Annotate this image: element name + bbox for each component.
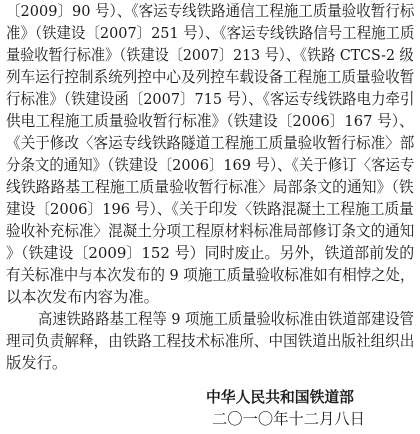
text-line: 高速铁路路基工程等 9 项施工质量验收标准由铁道部建设管 bbox=[38, 310, 414, 328]
text-line: 版发行。 bbox=[6, 354, 68, 372]
text-line: 》（铁建设〔2009〕152 号）同时废止。另外，铁道部前发的 bbox=[6, 244, 415, 262]
text-line: 理司负责解释，由铁路工程技术标准所、中国铁道出版社组织出 bbox=[6, 332, 415, 350]
text-line: 供电工程施工质量验收暂行标准》（铁建设〔2006〕167 号）、 bbox=[6, 112, 414, 130]
issuing-organization: 中华人民共和国铁道部 bbox=[206, 389, 354, 406]
text-line: 线铁路路基工程施工质量验收暂行标准〉局部条文的通知》（铁 bbox=[6, 178, 414, 196]
text-line: 建设〔2006〕196 号）、《关于印发〈铁路混凝土工程施工质量 bbox=[6, 200, 414, 218]
text-line: 有关标准中与本次发布的 9 项施工质量验收标准如有相悖之处， bbox=[6, 266, 415, 284]
text-line: 分条文的通知》（铁建设〔2006〕169 号）、《关于修订〈客运专 bbox=[6, 156, 415, 174]
text-line: 列车运行控制系统列控中心及列控车载设备工程施工质量验收暂 bbox=[6, 68, 415, 86]
text-line: 量验收暂行标准》（铁建设〔2007〕213 号）、《铁路 CTCS-2 级 bbox=[6, 46, 414, 64]
text-line: 准》（铁建设〔2007〕251 号）、《客运专线铁路信号工程施工质 bbox=[6, 24, 415, 42]
text-line: 以本次发布内容为准。 bbox=[6, 288, 159, 306]
text-line: 验收补充标准〉混凝土分项工程原材料标准局部修订条文的通知 bbox=[6, 222, 415, 240]
text-line: 《关于修改〈客运专线铁路隧道工程施工质量验收暂行标准〉部 bbox=[6, 134, 415, 152]
issue-date: 二〇一〇年十二月八日 bbox=[212, 410, 365, 428]
text-line: 行标准》（铁建设函〔2007〕715 号）、《客运专线铁路电力牵引 bbox=[6, 90, 415, 108]
text-line: 〔2009〕90 号）、《客运专线铁路通信工程施工质量验收暂行标 bbox=[6, 2, 415, 20]
